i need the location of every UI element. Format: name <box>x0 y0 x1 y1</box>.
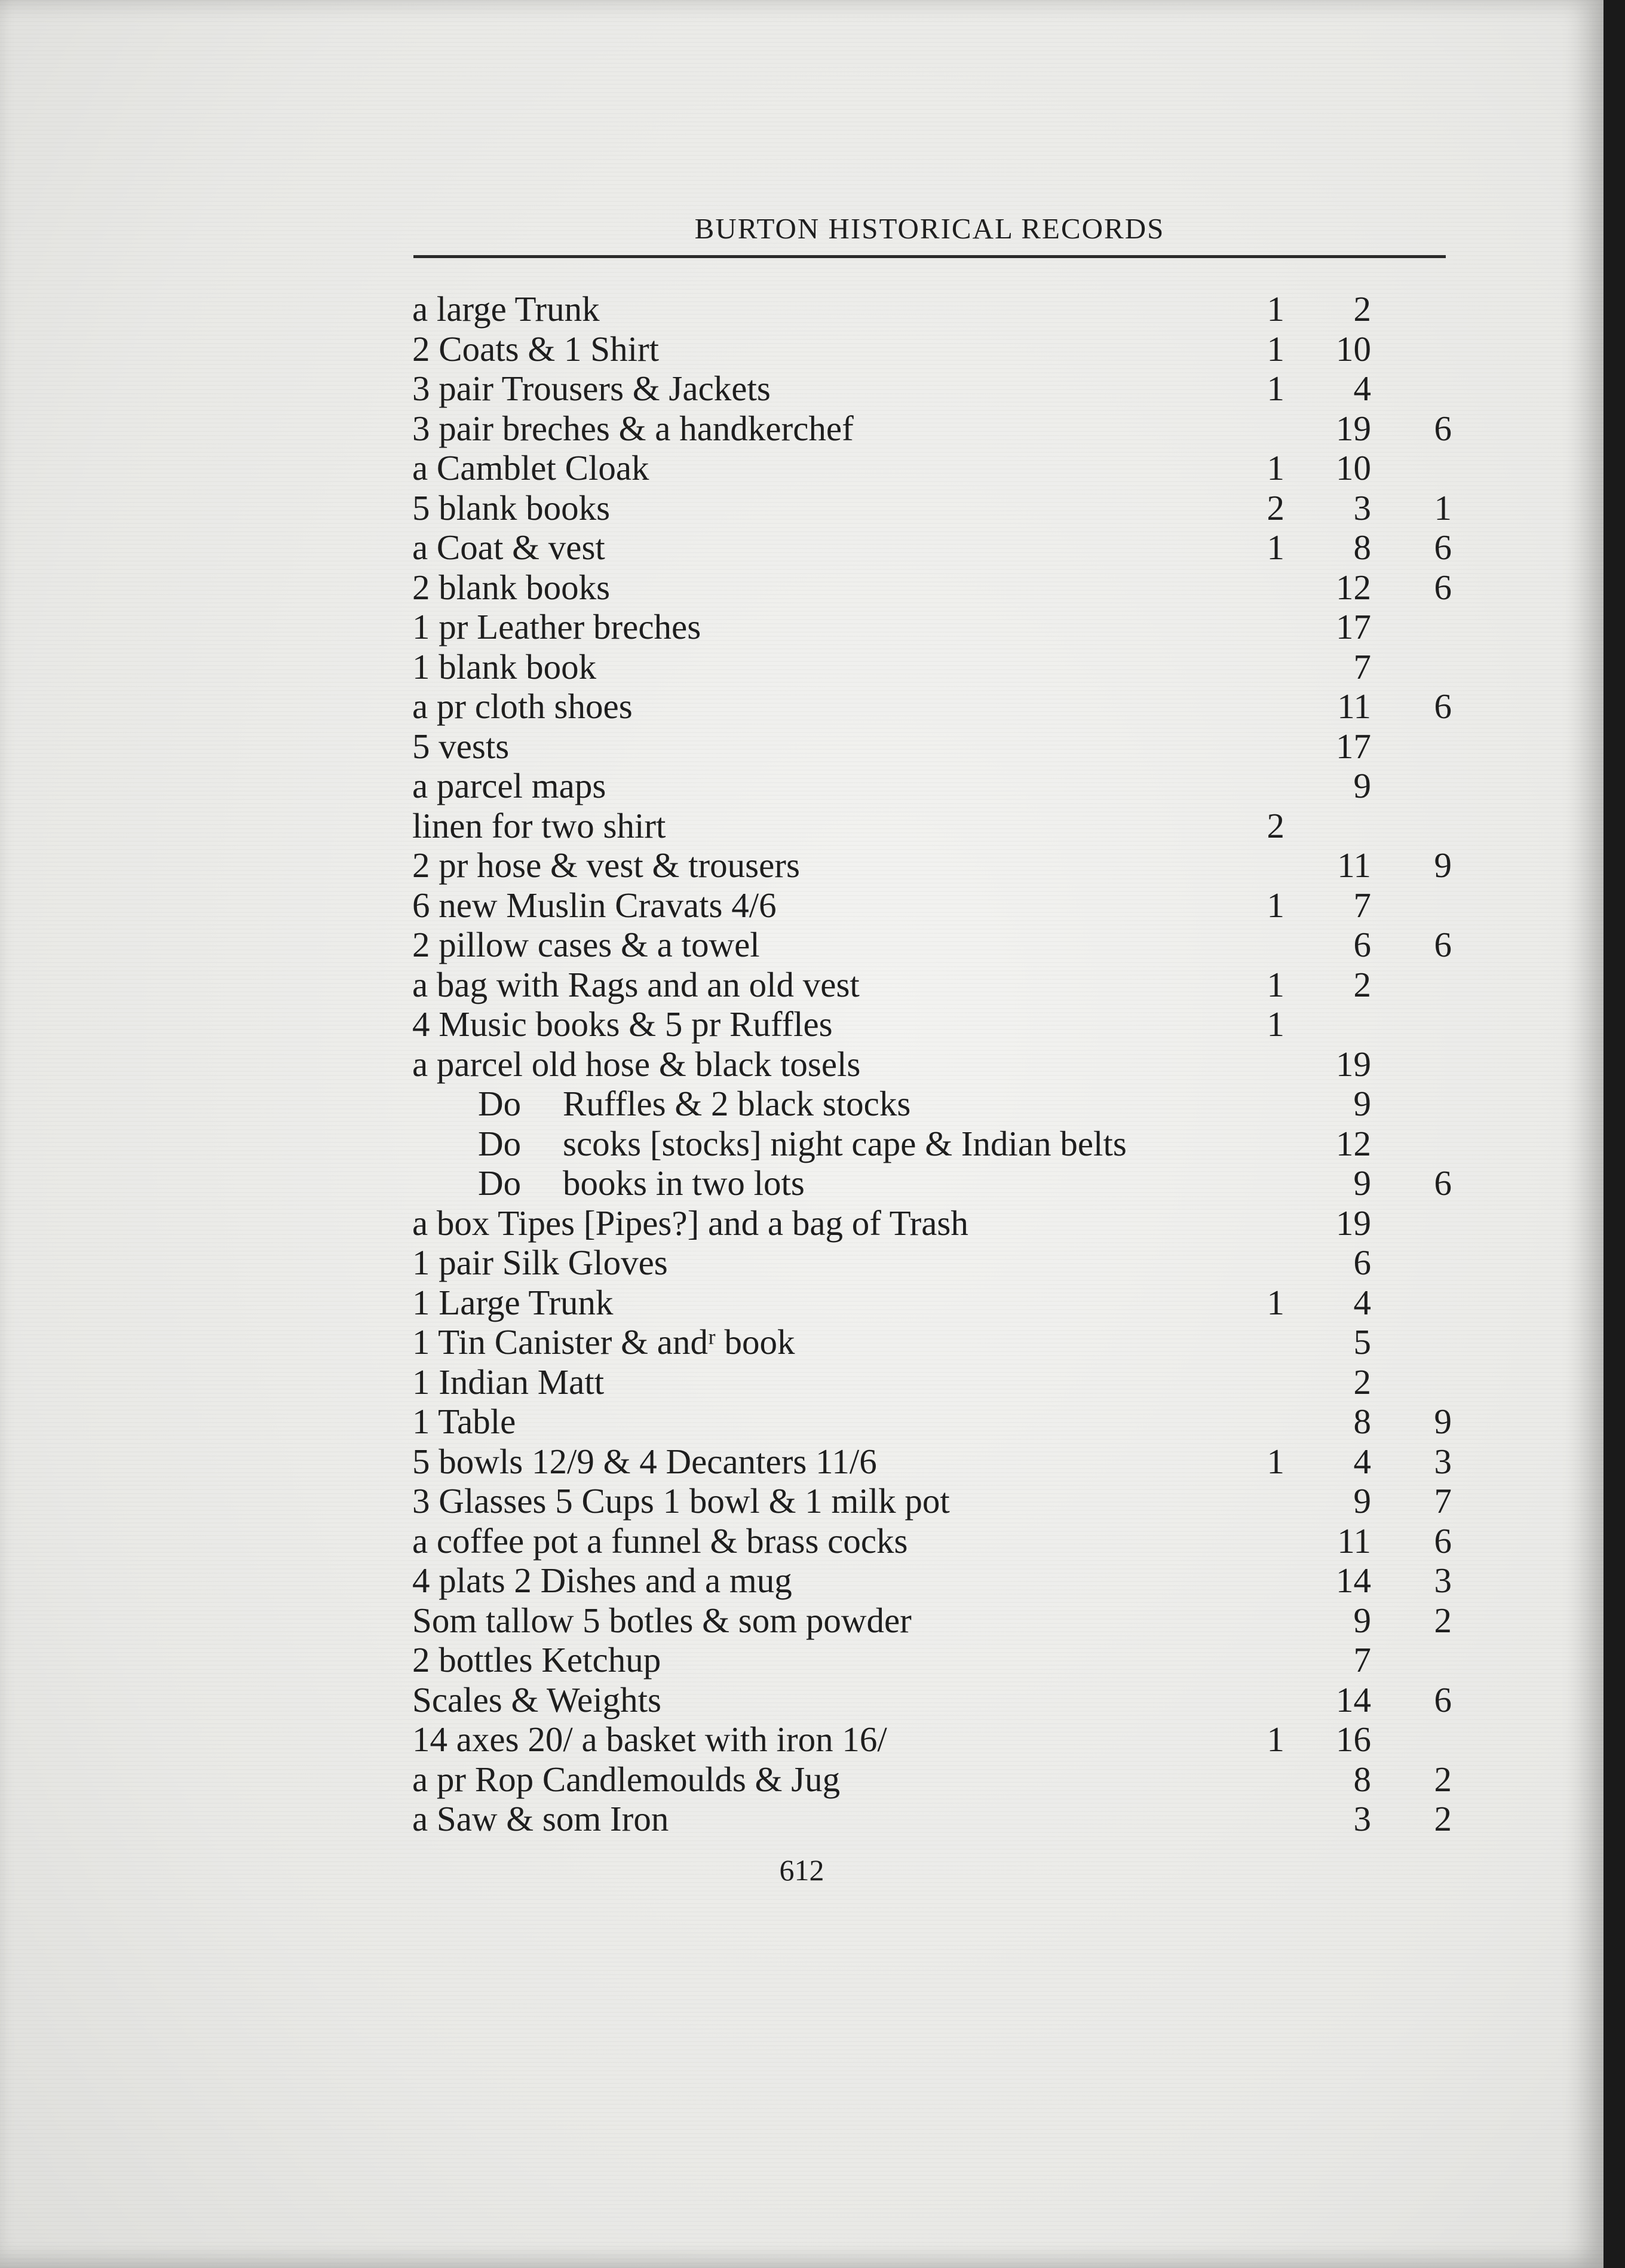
item-description <box>412 1760 840 1799</box>
item-description-text: a Saw & som Iron <box>412 1799 669 1838</box>
amount-shillings: 3 <box>1353 488 1371 528</box>
item-description <box>412 1561 792 1600</box>
inventory-row <box>0 1720 1603 1760</box>
amount-shillings: 7 <box>1353 646 1371 686</box>
amount-shillings: 9 <box>1353 1163 1371 1203</box>
inventory-row <box>0 845 1603 885</box>
amount-shillings: 7 <box>1353 1640 1371 1679</box>
inventory-row <box>0 885 1603 925</box>
item-description <box>412 369 771 408</box>
inventory-row <box>0 1044 1603 1084</box>
inventory-row <box>0 1322 1603 1362</box>
item-description-text: 4 Music books & 5 pr Ruffles <box>412 1004 833 1044</box>
item-description <box>412 1283 614 1322</box>
inventory-row <box>0 965 1603 1005</box>
inventory-row <box>0 1283 1603 1323</box>
inventory-row <box>0 448 1603 488</box>
item-description <box>412 845 800 885</box>
amount-shillings: 10 <box>1336 448 1371 488</box>
amount-pence: 2 <box>1434 1600 1452 1640</box>
item-description <box>412 1481 950 1521</box>
inventory-row <box>0 1481 1603 1521</box>
amount-shillings: 9 <box>1353 766 1371 805</box>
item-description <box>412 1442 877 1481</box>
item-description <box>412 1680 661 1720</box>
inventory-row <box>0 1084 1603 1124</box>
item-description <box>412 1799 669 1838</box>
ditto-mark: Do <box>478 1163 522 1203</box>
item-description <box>412 1322 795 1362</box>
inventory-row <box>0 289 1603 329</box>
amount-pence: 6 <box>1434 408 1452 448</box>
inventory-row <box>0 607 1603 647</box>
item-description <box>412 1640 661 1679</box>
ditto-mark: Do <box>478 1084 522 1123</box>
amount-pounds: 1 <box>1267 369 1284 408</box>
inventory-row <box>0 1362 1603 1402</box>
item-description <box>412 806 666 845</box>
amount-pounds: 1 <box>1267 1282 1284 1322</box>
inventory-row <box>0 1402 1603 1442</box>
item-description-text: Som tallow 5 botles & som powder <box>412 1600 912 1640</box>
amount-shillings: 12 <box>1336 1123 1371 1163</box>
page-number: 612 <box>779 1853 824 1887</box>
amount-shillings: 2 <box>1353 1362 1371 1402</box>
inventory-row <box>0 1004 1603 1044</box>
item-description <box>412 647 596 686</box>
amount-pounds: 2 <box>1267 805 1284 845</box>
item-description-text: 1 Large Trunk <box>412 1282 614 1322</box>
item-description <box>412 1601 912 1640</box>
item-description-text: a pr cloth shoes <box>412 686 633 726</box>
item-description <box>412 965 860 1004</box>
item-description <box>412 289 600 329</box>
item-description-text: 14 axes 20/ a basket with iron 16/ <box>412 1720 887 1759</box>
amount-shillings: 9 <box>1353 1481 1371 1521</box>
inventory-row <box>0 925 1603 965</box>
amount-shillings: 6 <box>1353 925 1371 964</box>
running-header <box>413 208 1446 258</box>
item-description-text: a large Trunk <box>412 289 600 329</box>
item-description-text: 1 pr Leather breches <box>412 607 701 646</box>
inventory-row <box>0 1521 1603 1561</box>
item-description <box>412 1521 908 1561</box>
amount-pounds: 1 <box>1267 448 1284 488</box>
amount-pounds: 2 <box>1267 488 1284 528</box>
amount-shillings: 2 <box>1353 964 1371 1004</box>
amount-pounds: 1 <box>1267 329 1284 369</box>
amount-shillings: 4 <box>1353 1441 1371 1481</box>
item-description-text: linen for two shirt <box>412 805 666 845</box>
inventory-row <box>0 1680 1603 1720</box>
amount-shillings: 7 <box>1353 885 1371 925</box>
item-description-text: 1 pair Silk Gloves <box>412 1243 668 1282</box>
item-description-text: a pr Rop Candlemoulds & Jug <box>412 1759 841 1799</box>
inventory-row <box>0 1163 1603 1203</box>
inventory-row <box>0 1640 1603 1680</box>
amount-shillings: 8 <box>1353 1402 1371 1441</box>
item-description-text: a parcel maps <box>412 766 606 805</box>
amount-shillings: 11 <box>1337 845 1371 885</box>
item-description-text: a box Tipes [Pipes?] and a bag of Trash <box>412 1203 968 1243</box>
item-description <box>478 1163 805 1203</box>
amount-pence: 6 <box>1434 567 1452 607</box>
item-description-text: 2 bottles Ketchup <box>412 1640 661 1679</box>
item-description-text: 5 vests <box>412 726 510 766</box>
inventory-row <box>0 528 1603 568</box>
amount-pounds: 1 <box>1267 1004 1284 1044</box>
amount-shillings: 19 <box>1336 408 1371 448</box>
inventory-row <box>0 686 1603 727</box>
amount-pence: 6 <box>1434 528 1452 567</box>
item-description <box>412 1402 516 1441</box>
item-description <box>412 1243 668 1282</box>
inventory-row <box>0 1601 1603 1641</box>
item-description-text: 4 plats 2 Dishes and a mug <box>412 1561 792 1600</box>
inventory-row <box>0 766 1603 806</box>
inventory-row <box>0 1799 1603 1839</box>
ditto-mark: Do <box>478 1123 522 1163</box>
item-description <box>478 1084 910 1123</box>
header-title: BURTON HISTORICAL RECORDS <box>694 212 1165 245</box>
item-description <box>412 528 605 567</box>
amount-pence: 6 <box>1434 925 1452 964</box>
amount-shillings: 8 <box>1353 1759 1371 1799</box>
item-description <box>412 329 659 369</box>
amount-pounds: 1 <box>1267 289 1284 329</box>
item-description-text: 1 Indian Matt <box>412 1362 605 1402</box>
item-description-text: Scales & Weights <box>412 1679 661 1720</box>
amount-shillings: 5 <box>1353 1322 1371 1362</box>
amount-pence: 6 <box>1434 1163 1452 1203</box>
item-description-text: a Coat & vest <box>412 528 605 567</box>
item-description <box>412 448 649 488</box>
item-description-text: a coffee pot a funnel & brass cocks <box>412 1521 908 1561</box>
amount-shillings: 14 <box>1336 1679 1371 1720</box>
amount-shillings: 11 <box>1337 686 1371 726</box>
item-description-text: 6 new Muslin Cravats 4/6 <box>412 885 777 925</box>
amount-pence: 6 <box>1434 1679 1452 1720</box>
amount-pounds: 1 <box>1267 1441 1284 1481</box>
item-description-text: 2 blank books <box>412 567 611 607</box>
inventory-row <box>0 727 1603 767</box>
item-description <box>412 1362 604 1402</box>
amount-shillings: 12 <box>1336 567 1371 607</box>
amount-pence: 2 <box>1434 1759 1452 1799</box>
amount-pence: 9 <box>1434 845 1452 885</box>
item-description <box>412 727 509 766</box>
amount-shillings: 2 <box>1353 289 1371 329</box>
amount-shillings: 19 <box>1336 1203 1371 1243</box>
inventory-row <box>0 329 1603 369</box>
amount-shillings: 9 <box>1353 1600 1371 1640</box>
item-description-text: a bag with Rags and an old vest <box>412 964 860 1004</box>
inventory-row <box>0 647 1603 687</box>
inventory-row <box>0 409 1603 449</box>
item-description <box>412 488 610 528</box>
item-description-text: 5 blank books <box>412 488 611 528</box>
item-description <box>412 1203 968 1243</box>
amount-shillings: 17 <box>1336 726 1371 766</box>
amount-pence: 1 <box>1434 488 1452 528</box>
amount-shillings: 11 <box>1337 1521 1371 1561</box>
item-description <box>478 1124 1127 1163</box>
amount-shillings: 3 <box>1353 1799 1371 1838</box>
item-description <box>412 409 854 448</box>
item-description-text: 3 pair breches & a handkerchef <box>412 408 854 448</box>
item-description-text: 3 Glasses 5 Cups 1 bowl & 1 milk pot <box>412 1481 950 1521</box>
item-description <box>412 885 777 925</box>
item-description <box>412 925 760 964</box>
inventory-row <box>0 1243 1603 1283</box>
item-description <box>412 1720 887 1759</box>
item-description <box>412 766 606 805</box>
amount-shillings: 9 <box>1353 1084 1371 1123</box>
amount-pence: 3 <box>1434 1441 1452 1481</box>
amount-shillings: 19 <box>1336 1044 1371 1084</box>
inventory-row <box>0 568 1603 608</box>
amount-shillings: 4 <box>1353 1282 1371 1322</box>
inventory-row <box>0 369 1603 409</box>
inventory-row <box>0 1442 1603 1482</box>
item-description-text: Ruffles & 2 black stocks <box>563 1084 911 1123</box>
inventory-row <box>0 1760 1603 1800</box>
item-description-text: a Camblet Cloak <box>412 448 649 488</box>
item-description <box>412 1044 860 1084</box>
amount-pence: 6 <box>1434 686 1452 726</box>
inventory-row <box>0 1203 1603 1243</box>
item-description <box>412 607 701 646</box>
amount-shillings: 10 <box>1336 329 1371 369</box>
item-description-text: 2 Coats & 1 Shirt <box>412 329 660 369</box>
amount-pounds: 1 <box>1267 885 1284 925</box>
amount-pence: 2 <box>1434 1799 1452 1838</box>
amount-pence: 3 <box>1434 1561 1452 1600</box>
item-description-text: 2 pr hose & vest & trousers <box>412 845 800 885</box>
item-description-text: a parcel old hose & black tosels <box>412 1044 861 1084</box>
inventory-list <box>0 289 1603 1839</box>
amount-shillings: 16 <box>1336 1720 1371 1759</box>
item-description <box>412 568 610 607</box>
item-description-text: 1 Table <box>412 1402 516 1441</box>
inventory-row <box>0 488 1603 528</box>
amount-shillings: 4 <box>1353 369 1371 408</box>
item-description-text: 2 pillow cases & a towel <box>412 925 760 964</box>
item-description-text: 1 blank book <box>412 646 597 686</box>
inventory-row <box>0 1561 1603 1601</box>
item-description-text: scoks [stocks] night cape & Indian belts <box>563 1123 1127 1163</box>
item-description-text: books in two lots <box>563 1163 805 1203</box>
item-description <box>412 686 633 726</box>
amount-pounds: 1 <box>1267 1720 1284 1759</box>
item-description-text: 3 pair Trousers & Jackets <box>412 369 771 408</box>
item-description-text: 1 Tin Canister & andʳ book <box>412 1322 795 1362</box>
inventory-row <box>0 1124 1603 1164</box>
inventory-row <box>0 806 1603 846</box>
amount-shillings: 8 <box>1353 528 1371 567</box>
amount-pence: 7 <box>1434 1481 1452 1521</box>
amount-shillings: 17 <box>1336 607 1371 646</box>
amount-shillings: 6 <box>1353 1243 1371 1282</box>
amount-pence: 6 <box>1434 1521 1452 1561</box>
amount-pounds: 1 <box>1267 964 1284 1004</box>
amount-shillings: 14 <box>1336 1561 1371 1600</box>
amount-pounds: 1 <box>1267 528 1284 567</box>
item-description-text: 5 bowls 12/9 & 4 Decanters 11/6 <box>412 1441 877 1481</box>
amount-pence: 9 <box>1434 1402 1452 1441</box>
item-description <box>412 1004 833 1044</box>
